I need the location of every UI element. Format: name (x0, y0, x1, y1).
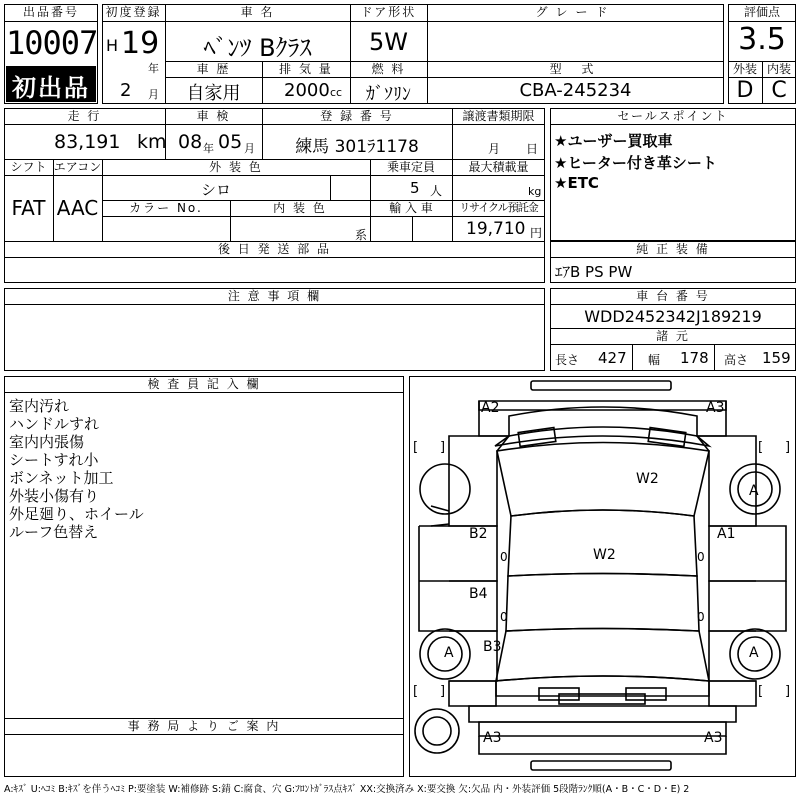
bracket-4: ] (785, 440, 791, 455)
mark-front-bumper-left: A2 (481, 400, 500, 416)
inspector-line-2: ハンドルすれ (9, 415, 100, 433)
office-label: 事 務 局 よ り ご 案 内 (127, 719, 281, 733)
model-label: 型 式 (549, 62, 602, 76)
displacement-label: 排 気 量 (279, 62, 333, 76)
lot-number: 10007 (6, 24, 98, 62)
bracket-2: ] (440, 440, 446, 455)
mark-rear-left-wheel: A (444, 645, 454, 661)
displacement-unit: cc (330, 86, 343, 99)
bracket-7: [ (758, 684, 764, 699)
mark-front-bumper-right: A3 (706, 400, 725, 416)
fuel: ｶﾞｿﾘﾝ (366, 84, 411, 105)
grade-label: グレード (535, 5, 616, 19)
capacity: 5 (410, 179, 420, 197)
car-name: ﾍﾞﾝﾂ Bｸﾗｽ (203, 34, 312, 62)
transfer-month-unit: 月 (488, 142, 501, 156)
capacity-unit: 人 (430, 184, 443, 198)
mileage-label: 走 行 (67, 109, 102, 123)
ac: AAC (56, 196, 99, 220)
history-label: 車 歴 (196, 62, 231, 76)
zero-mark-2: 0 (500, 610, 508, 624)
first-reg-label: 初度登録 (105, 5, 162, 19)
chassis-number: WDD2452342J189219 (584, 307, 762, 326)
import-label: 輸 入 車 (389, 201, 433, 215)
recycle-label: リサイクル預託金 (459, 201, 538, 214)
inspection-year-unit: 年 (203, 142, 214, 155)
length-value: 427 (598, 349, 627, 367)
door-label: ドア形状 (360, 5, 417, 19)
interior-grade: C (771, 78, 787, 103)
displacement: 2000 (284, 80, 330, 101)
bracket-3: [ (758, 440, 764, 455)
mileage-unit: km (137, 131, 167, 153)
chassis-label: 車 台 番 号 (636, 289, 710, 303)
zero-mark-3: 0 (697, 550, 705, 564)
mark-left-front-door: B2 (469, 526, 488, 542)
transfer-day-unit: 日 (526, 142, 539, 156)
inspector-line-5: ボンネット加工 (9, 469, 114, 487)
inspector-line-6: 外装小傷有り (9, 487, 100, 505)
bracket-1: [ (413, 440, 419, 455)
recycle-amount: 19,710 (466, 219, 526, 239)
int-color-unit: 系 (355, 228, 368, 242)
later-parts-label: 後 日 発 送 部 品 (217, 242, 332, 256)
mark-rear-bumper-right: A3 (704, 730, 723, 746)
month: 2 (120, 80, 132, 101)
zero-mark-4: 0 (697, 610, 705, 624)
recycle-unit: 円 (530, 226, 543, 240)
ext-color-label: 外 装 色 (209, 160, 263, 174)
model: CBA-245234 (519, 80, 632, 101)
car-diagram (409, 376, 796, 777)
fuel-label: 燃 料 (371, 62, 406, 76)
equipment-label: 純 正 装 備 (636, 242, 710, 256)
bracket-8: ] (785, 684, 791, 699)
inspector-line-7: 外足廻り、ホイール (9, 505, 144, 523)
interior-label: 内装 (766, 62, 791, 76)
mark-rear-bumper-left: A3 (483, 730, 502, 746)
mark-left-rear-door: B4 (469, 586, 488, 602)
reg-no: 練馬 301ﾗ1178 (295, 137, 419, 157)
height-label: 高さ (724, 353, 749, 367)
year-unit: 年 (148, 62, 159, 75)
score-label: 評価点 (743, 5, 780, 19)
bracket-6: ] (440, 684, 446, 699)
first-listing-text: 初出品 (12, 74, 90, 102)
inspection-year: 08 (178, 131, 203, 153)
shift-label: シフト (10, 160, 47, 174)
inspector-line-4: シートすれ小 (9, 451, 99, 469)
inspector-label: 検 査 員 記 入 欄 (147, 377, 261, 391)
era: H (106, 36, 119, 55)
sales-point-3: ★ETC (554, 174, 599, 192)
mark-front-right-wheel: A (749, 483, 759, 499)
inspector-line-8: ルーフ色替え (9, 523, 99, 541)
color-no-label: カラー No. (129, 201, 203, 215)
shift: FAT (11, 196, 46, 220)
specs-label: 諸 元 (656, 329, 690, 343)
mark-rear-right-wheel: A (749, 645, 759, 661)
length-label: 長さ (555, 353, 580, 367)
reg-no-label: 登 録 番 号 (320, 109, 394, 123)
int-color-label: 内 装 色 (273, 201, 327, 215)
width-value: 178 (680, 349, 709, 367)
max-load-label: 最大積載量 (468, 160, 529, 174)
sales-points-label: セールスポイント (617, 109, 729, 123)
inspector-line-3: 室内内張傷 (9, 433, 85, 451)
inspection-month: 05 (218, 131, 243, 153)
history: 自家用 (186, 83, 241, 104)
transfer-deadline-label: 譲渡書類期限 (462, 109, 535, 123)
width-label: 幅 (648, 353, 661, 367)
legend-text: A:ｷｽﾞ U:ﾍｺﾐ B:ｷｽﾞを伴うﾍｺﾐ P:要塗装 W:補修跡 S:錆 C:腐食、穴 G:ﾌﾛﾝﾄｶﾞﾗｽ点ｷｽﾞ XX:交換済み X:要交換 欠:欠品 内・外装評価 5段階ﾗﾝｸ順(A・B・C・D・E) 2 (4, 784, 690, 795)
inspection-label: 車 検 (196, 109, 231, 123)
month-unit: 月 (148, 88, 159, 101)
car-name-label: 車 名 (240, 5, 275, 19)
max-load-unit: kg (528, 185, 542, 198)
zero-mark-1: 0 (500, 550, 508, 564)
capacity-label: 乗車定員 (386, 160, 435, 174)
exterior-label: 外装 (732, 62, 757, 76)
inspection-month-unit: 月 (244, 142, 255, 155)
door: 5W (369, 28, 408, 56)
exterior-grade: D (736, 78, 754, 103)
year: 19 (121, 26, 160, 61)
mark-hood: W2 (636, 471, 659, 487)
bracket-5: [ (413, 684, 419, 699)
mark-left-rear-fender: B3 (483, 639, 502, 655)
notes-label: 注 意 事 項 欄 (227, 289, 322, 303)
sales-point-1: ★ユーザー買取車 (554, 132, 673, 150)
score: 3.5 (738, 22, 786, 57)
lot-number-label: 出品番号 (22, 5, 79, 19)
mileage: 83,191 (54, 131, 121, 153)
mark-roof: W2 (593, 547, 616, 563)
ext-color: シロ (200, 181, 231, 199)
mark-right-front-door: A1 (717, 526, 736, 542)
ac-label: エアコン (53, 160, 102, 174)
equipment-value: ｴｱB PS PW (555, 263, 633, 281)
height-value: 159 (762, 349, 791, 367)
sales-point-2: ★ヒーター付き革シート (554, 154, 717, 172)
inspector-line-1: 室内汚れ (9, 397, 70, 415)
